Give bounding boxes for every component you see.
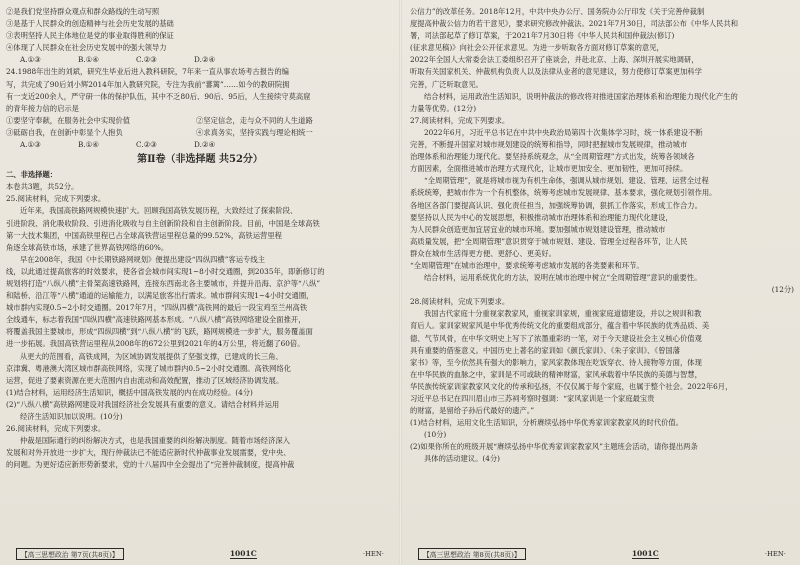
q25-line: 和陆桥、沿江等“八横”通道的运输能力，以满足旅客出行需求。城市群间实现1~4小时交通圈，: [6, 291, 314, 301]
question-24: [6, 66, 394, 151]
choice-a: A.①③: [20, 55, 41, 65]
choice-c: C.②③: [136, 55, 157, 65]
part2-note: 本卷共3题，共52分。: [6, 182, 79, 192]
question-28: [410, 296, 794, 465]
q28-line: 在中华民族的血脉之中，家训是不可或缺的精神财富，家风承载着中华民族的美德与智慧，: [410, 369, 702, 379]
q28-line: 华民族传统家训家教家风文化的传承和弘扬，不仅仅属于每个家庭，也属于整个社会。2022年6月，: [410, 381, 733, 391]
q25-line: 线，以此通过提高旅客的时效要求，使各省会城市间实现1~8小时交通圈，到2035年，即新修订的: [6, 266, 325, 276]
left-paper-code: 1001C: [229, 549, 257, 558]
left-tag: ·HEN·: [362, 550, 384, 558]
q25-line: 规划将打造“八纵八横”主骨架高速铁路网，连接东西南北各主要城市，并提升沿海、京沪等“八纵”: [6, 278, 321, 288]
q27-line: 为人民群众创造更加宜居宜业的城市环境。要加强城市规划建设管理，推动城市: [410, 224, 666, 234]
q26-head: 26.阅读材料，完成下列要求。: [6, 424, 106, 434]
q25-line: 进一步拓展。我国高铁营运里程从2008年的672公里到2021年的4万公里，将近翻了60倍。: [6, 339, 305, 349]
q25-task: 经济生活知识加以说明。(10分): [20, 412, 123, 421]
q26-line: 的问题。为更好适应新形势新要求，党的十八届四中全会提出了“完善仲裁制度，提高仲裁: [6, 460, 295, 470]
q25-line: 从更大的范围看，高铁成网，为区域协调发展提供了坚强支撑，已建成的长三角、: [20, 351, 283, 361]
q25-task: (2)“八纵八横”高铁路网建设对我国经济社会发展具有重要的意义。请结合材料并运用: [6, 399, 280, 409]
left-page-label: 【高三思想政治 第7页(共8页)】: [16, 548, 124, 560]
question-26: [6, 423, 394, 471]
choice-d: D.②④: [194, 55, 215, 65]
q28-task: (1)结合材料，运用文化生活知识，分析赓续弘扬中华优秀家训家教家风的时代价值。: [410, 418, 684, 428]
q23-option: ③是基于人民群众的创造精神与社会历史发展的基础: [6, 19, 174, 29]
q28-line: 具有重要的借鉴意义。中国历史上著名的家训如《颜氏家训》、《朱子家训》、《曾国藩: [410, 345, 680, 355]
q25-line: 全线通车，标志着我国“四纵四横”高速铁路网基本形成。“八纵八横”高铁网络建设全面推开，: [6, 315, 306, 325]
q25-head: 25.阅读材料，完成下列要求。: [6, 194, 106, 204]
page-fold: [399, 0, 402, 565]
q25-line: 将覆盖我国主要城市，形成“四纵四横”到“八纵八横”的飞跃，路网规模进一步扩大，服务覆盖面: [6, 327, 313, 337]
left-page: [6, 6, 394, 471]
right-page-label: 【高三思想政治 第8页(共8页)】: [418, 548, 526, 560]
q26-line: 度提高仲裁公信力的若干意见》，要求研究修改仲裁法。2021年7月30日，司法部公布《中华人民共和: [410, 19, 739, 29]
part2-title: 第Ⅱ卷（非选择题 共52分）: [137, 154, 263, 166]
q27-line: 要坚持以人民为中心的发展思想，积极推动城市治理体系和治理能力现代化建设，: [410, 212, 673, 222]
q25-line: 运营，促进了要素资源在更大范围内自由流动和高效配置，推动了区域经济协调发展。: [6, 375, 284, 385]
q25-line: 引进阶段、消化吸收阶段、引进消化吸收与自主创新阶段和自主创新阶段。目前，中国是全球高铁: [6, 218, 320, 228]
q23-choices: [6, 54, 394, 66]
q28-task: 具体的活动建议。(4分): [424, 454, 501, 464]
right-paper-code: 1001C: [631, 549, 659, 558]
q28-line: 习近平总书记在四川眉山市三苏祠考察时强调：“家风家训是一个家庭最宝贵: [410, 394, 655, 403]
right-page: [410, 6, 794, 466]
q27-score: (12分): [771, 285, 794, 295]
q27-line: 方面因素，全面推进城市治理方式现代化，让城市更加安全、更加韧性，更加可持续。: [410, 164, 688, 174]
q24-line: 24.1988年出生的刘斌，研究生毕业后进入教科研院，7年来一直从事农场考古报告的编: [6, 67, 289, 77]
q24-line: 有一支近200余人，严守研一体的保护队伍，其中不乏80后、90后、95后，人生接续守莫高窟: [6, 91, 311, 101]
q28-task: (10分): [424, 430, 447, 440]
q28-line: 育后人。家训家规家风是中华优秀传统文化的重要组成部分，蕴含着中华民族的优秀品质、美: [410, 321, 710, 331]
right-tag: ·HEN·: [764, 550, 786, 558]
q25-line: 角逐全球高铁市场，承建了世界高铁网络的60%。: [6, 242, 169, 252]
q23-option: ③表明坚持人民主体地位是党的事业取得胜利的保证: [6, 31, 174, 41]
choice-d: D.②④: [194, 140, 215, 150]
q26-continued: [410, 6, 794, 115]
q26-line: 2022年全国人大常委会法工委组织召开了座谈会，并赴北京、上海、深圳开展实地调研，: [410, 55, 699, 65]
choice-a: A.①③: [20, 140, 41, 150]
choice-b: B.①④: [78, 140, 99, 150]
q26-line: 公信力”的改革任务。2018年12月，中共中央办公厅、国务院办公厅印发《关于完善仲裁制: [410, 7, 705, 16]
q27-line: 2022年6月，习近平总书记在中共中央政治局第四十次集体学习时，统一体系建设不断: [424, 127, 703, 137]
q27-line: 各地区各部门要提高认识、强化责任担当，加强统筹协调，狠抓工作落实，形成工作合力。: [410, 200, 702, 210]
q24-option: ②坚定信念，走与众不同的人生道路: [196, 115, 313, 125]
q26-line: 完善，广泛听取意见。: [410, 79, 483, 89]
q26-task: 结合材料，运用政治生活知识，说明仲裁法的修改将对推进国家治理体系和治理能力现代化产生的: [424, 91, 738, 101]
q23-option: ④体现了人民群众在社会历史发展中的强大领导力: [6, 43, 167, 53]
q27-line: 群众在城市生活得更方便、更舒心、更美好。: [410, 248, 556, 258]
q28-task: (2)如果你所在的班级开展“赓续弘扬中华优秀家训家教家风”主题班会活动，请你提出两条: [410, 442, 698, 452]
right-footer: [418, 547, 786, 561]
q26-line: 署，司法部起草了修订草案，于2021年7月30日将《中华人民共和国仲裁法(修订): [410, 31, 675, 41]
q24-choices: [6, 139, 394, 151]
question-27: [410, 115, 794, 296]
q27-line: 完善，不断提升国家对城市规划建设的统筹和指导，同时把握城市发展规律，推动城市: [410, 140, 688, 150]
q26-line: 仲裁是国际通行的纠纷解决方式，也是我国重要的纠纷解决制度。随着市场经济深入: [20, 436, 290, 446]
q27-line: “全周期管理”，就是将城市视为有机生命体，强调从城市规划、建设、管理、运营全过程: [424, 176, 709, 186]
q28-line: 的财富，是留给子孙后代最好的遗产。”: [410, 406, 535, 416]
q26-line: 发展和对外开放进一步扩大，现行仲裁法已不能适应新时代仲裁事业发展需要，党中央、: [6, 448, 291, 458]
left-footer: [16, 547, 384, 561]
q25-line: 京津冀、粤港澳大湾区城市群高铁网络，实现了城市群内0.5~2小时交通圈。高铁网络化: [6, 363, 292, 373]
q27-task: 结合材料，运用系统优化的方法，说明在城市治理中树立“全周期管理”意识的重要性。: [424, 273, 702, 283]
q25-line: 近年来，我国高铁路网规模快速扩大。回顾我国高铁发展历程，大致经过了探索阶段、: [20, 206, 298, 216]
q27-line: 高质量发展，把“全周期管理”意识贯穿于城市规划、建设、管理全过程各环节，让人民: [410, 236, 688, 246]
q24-line: 的青年接力信的启示是: [6, 103, 79, 113]
q28-line: 家书》等，至今依然具有强大的影响力，家风家教体现在吃饭穿衣、待人接物等方面，体现: [410, 357, 702, 367]
q24-option: ①要坚守奉献，在服务社会中实现价值: [6, 115, 131, 125]
q24-option: ③砥砺自我，在创新中彰显个人抱负: [6, 127, 123, 137]
q23-option: ②是我们党坚持群众观点和群众路线的生动写照: [6, 7, 160, 16]
question-25: [6, 193, 394, 423]
q25-line: 早在2008年，我国《中长期铁路网规划》便提出建设“四纵四横”客运专线主: [20, 254, 265, 264]
q24-option: ④求真务实，坚持实践与理论相统一: [196, 127, 313, 137]
q27-line: “全周期管理”在城市治理中，要求统筹考虑城市发展的各类要素和环节。: [410, 260, 644, 270]
q24-line: 写，共完成了90后刘小辉2014年加入教研究院，专注为我前“蕃篱”……如今的教研院拥: [6, 79, 290, 89]
q26-line: 听取有关国家机关、仲裁机构负责人以及法律从业者的意见建议，努力使修订草案更加科学: [410, 67, 702, 77]
q27-head: 27.阅读材料，完成下列要求。: [410, 115, 510, 125]
q26-line: (征求意见稿)》向社会公开征求意见。为进一步听取各方面对修订草案的意见，: [410, 43, 664, 53]
q26-task: 力量等优势。(12分): [410, 103, 477, 113]
choice-c: C.②③: [136, 140, 157, 150]
q28-line: 德、气节风骨，在中华文明史上写下了浓墨重彩的一笔，对于今天建设社会主义核心价值观: [410, 333, 702, 343]
q25-task: (1)结合材料，运用经济生活知识，概括中国高铁发展的内在成功经验。(4分): [6, 387, 253, 397]
q25-line: 第一大技术集团，中国高铁里程已占全球高铁营运里程总量的99.52%，高铁运营里程: [6, 230, 282, 240]
choice-b: B.①④: [78, 55, 99, 65]
q23-options: [6, 6, 394, 66]
q27-line: 系统统筹，把城市作为一个有机整体，统筹考虑城市发展规律、基本要求，强化规划引领作用。: [410, 188, 717, 198]
q28-head: 28.阅读材料，完成下列要求。: [410, 297, 510, 307]
q28-line: 我国古代家庭十分重视家教家风，重视家训家规，重视家庭道德建设，并以之规训和教: [424, 309, 702, 319]
q24-opt-row: [6, 127, 394, 139]
q24-opt-row: [6, 115, 394, 127]
part2-header: 二、非选择题：: [6, 170, 58, 180]
q25-line: 城市群内实现0.5~2小时交通圈。2017年7月，“四纵四横”高铁网的最后一段宝鸡至兰州高铁: [6, 303, 308, 313]
q27-line: 治理体系和治理能力现代化。要坚持系统观念，从“全周期管理”方式出发，统筹各领域各: [410, 152, 695, 162]
